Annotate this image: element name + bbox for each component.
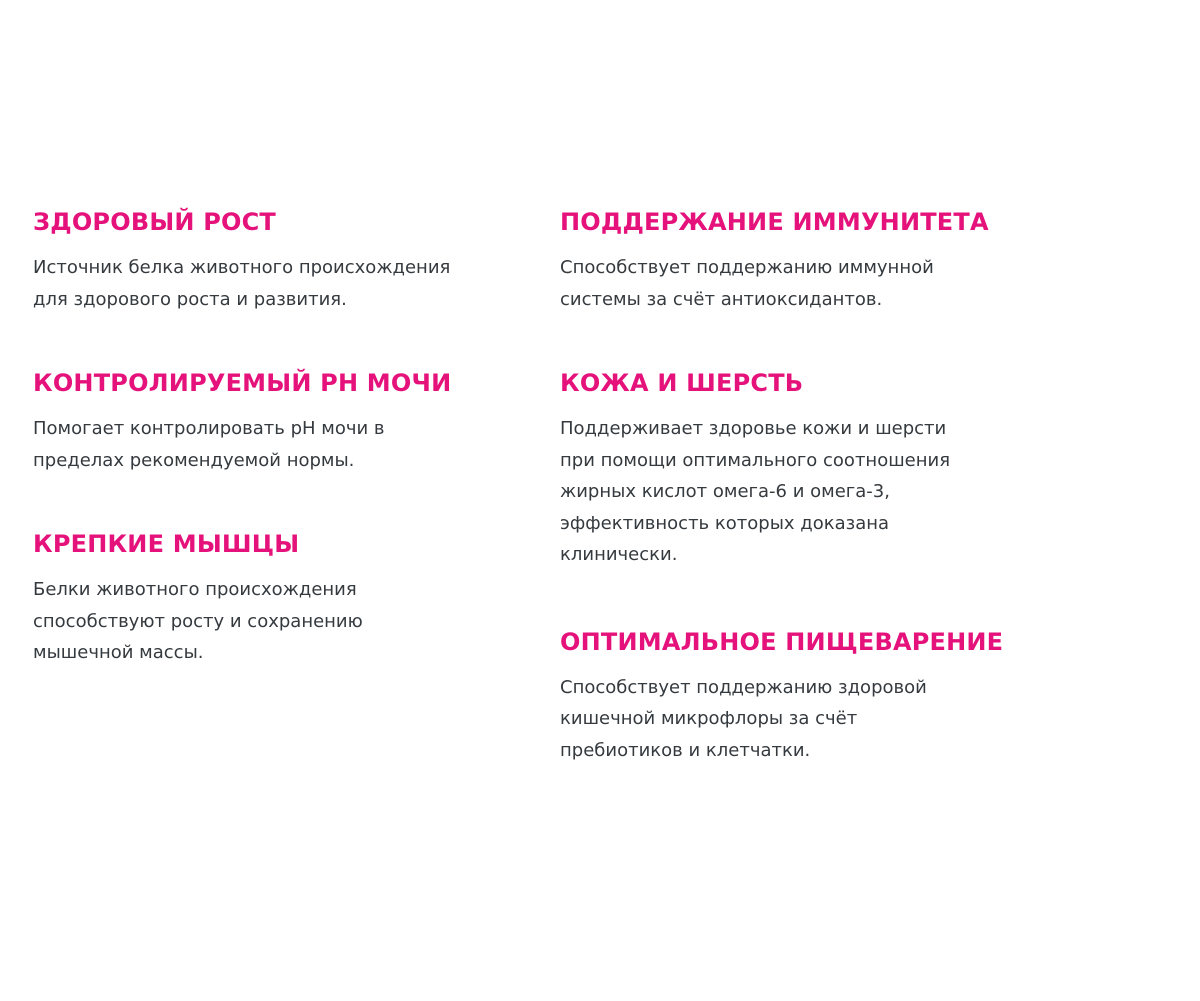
features-column-left <box>33 206 533 669</box>
feature-description: Поддерживает здоровье кожи и шерсти при помощи оптимального соотношения жирных кислот омега-6 и омега-3, эффективность которых доказана клинически. <box>560 418 951 565</box>
feature-description: Источник белка животного происхождения для здорового роста и развития. <box>33 257 451 310</box>
feature-skin-and-coat <box>560 367 1060 571</box>
feature-title: ОПТИМАЛЬНОЕ ПИЩЕВАРЕНИЕ <box>560 627 1004 656</box>
feature-description: Способствует поддержанию иммунной системы за счёт антиоксидантов. <box>560 257 934 310</box>
feature-title: ЗДОРОВЫЙ РОСТ <box>33 208 276 236</box>
feature-urine-ph <box>33 367 533 476</box>
feature-description: Белки животного происхождения способствуют росту и сохранению мышечной массы. <box>33 579 363 663</box>
feature-strong-muscles <box>33 528 533 669</box>
feature-immunity <box>560 206 1060 315</box>
feature-digestion <box>560 626 1060 767</box>
feature-description: Способствует поддержанию здоровой кишечной микрофлоры за счёт пребиотиков и клетчатки. <box>560 676 927 761</box>
feature-title: КОЖА И ШЕРСТЬ <box>560 369 804 397</box>
feature-title: КОНТРОЛИРУЕМЫЙ PH МОЧИ <box>33 369 452 397</box>
feature-description: Помогает контролировать pH мочи в пределах рекомендуемой нормы. <box>33 418 385 471</box>
feature-healthy-growth <box>33 206 533 315</box>
feature-title: КРЕПКИЕ МЫШЦЫ <box>33 530 300 558</box>
features-column-right <box>560 206 1060 766</box>
feature-title: ПОДДЕРЖАНИЕ ИММУНИТЕТА <box>560 208 989 236</box>
